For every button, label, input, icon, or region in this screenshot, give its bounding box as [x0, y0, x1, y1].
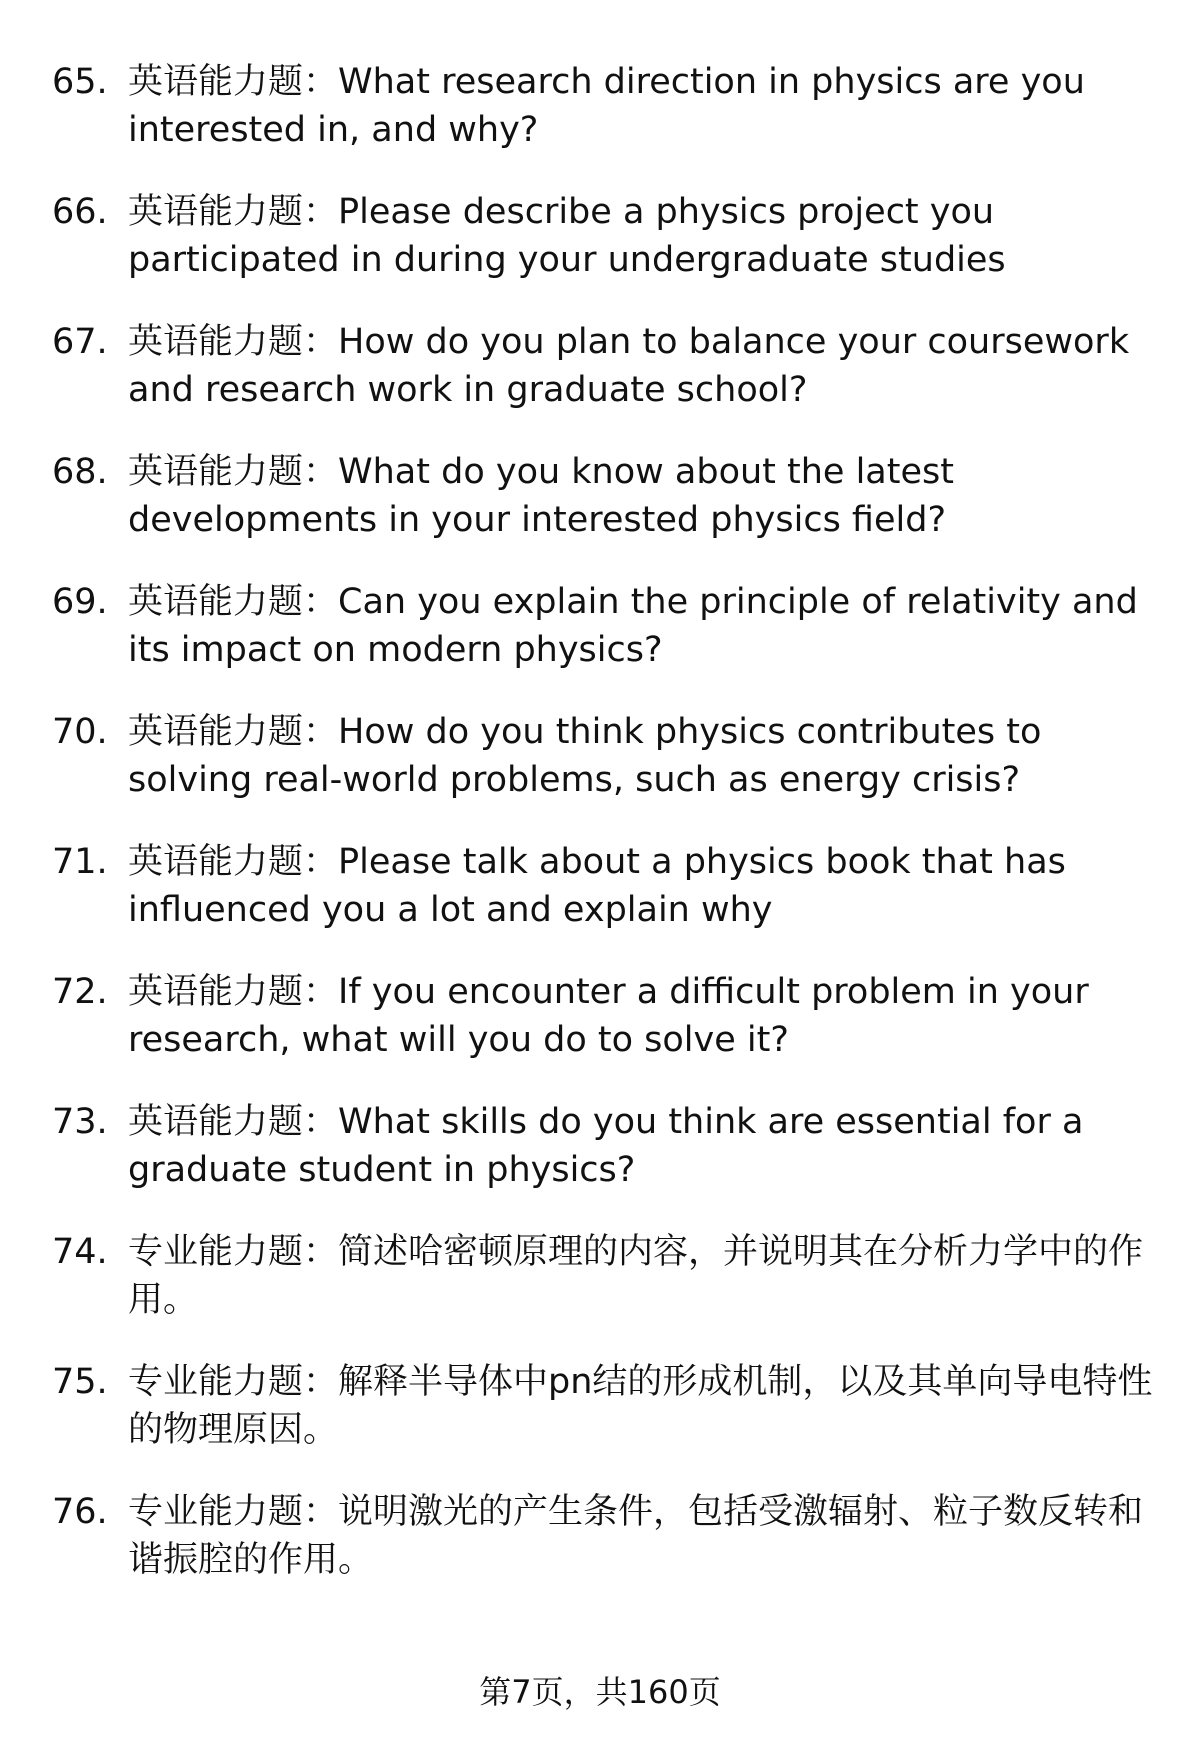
question-text: What do you know about the latest developments in your interested physics field?	[128, 452, 954, 540]
question-category: 英语能力题：	[128, 712, 339, 752]
question-category: 英语能力题：	[128, 842, 339, 882]
question-number: 71.	[52, 842, 108, 882]
question-body	[128, 1098, 1162, 1194]
question-number: 65.	[52, 62, 108, 102]
question-item	[52, 1358, 1162, 1454]
question-body	[128, 1228, 1162, 1324]
question-text: What skills do you think are essential for a graduate student in physics?	[128, 1102, 1084, 1190]
question-text: What research direction in physics are you interested in, and why?	[128, 62, 1085, 150]
question-number: 75.	[52, 1362, 108, 1402]
question-item	[52, 448, 1162, 544]
question-item	[52, 188, 1162, 284]
question-number: 66.	[52, 192, 108, 232]
question-body	[128, 1488, 1162, 1584]
question-number: 74.	[52, 1232, 108, 1272]
page-footer: 第7页，共160页	[479, 1673, 721, 1711]
question-category: 英语能力题：	[128, 972, 339, 1012]
question-number: 68.	[52, 452, 108, 492]
question-text: Can you explain the principle of relativity and its impact on modern physics?	[128, 582, 1138, 670]
question-category: 英语能力题：	[128, 452, 339, 492]
question-item	[52, 578, 1162, 674]
question-body	[128, 448, 1162, 544]
question-category: 英语能力题：	[128, 62, 339, 102]
question-item	[52, 318, 1162, 414]
question-text: How do you think physics contributes to solving real-world problems, such as energy crisis?	[128, 712, 1042, 800]
question-category: 英语能力题：	[128, 1102, 339, 1142]
question-text: 说明激光的产生条件，包括受激辐射、粒子数反转和谐振腔的作用。	[128, 1492, 1144, 1580]
question-item	[52, 1098, 1162, 1194]
question-body	[128, 708, 1162, 804]
question-number: 76.	[52, 1492, 108, 1532]
question-number: 72.	[52, 972, 108, 1012]
question-text: Please describe a physics project you participated in during your undergraduate studies	[128, 192, 1006, 280]
question-text: How do you plan to balance your coursework and research work in graduate school?	[128, 322, 1130, 410]
question-item	[52, 1228, 1162, 1324]
question-body	[128, 58, 1162, 154]
question-category: 英语能力题：	[128, 192, 339, 232]
question-item	[52, 838, 1162, 934]
question-text: Please talk about a physics book that has influenced you a lot and explain why	[128, 842, 1066, 930]
question-item	[52, 58, 1162, 154]
question-body	[128, 838, 1162, 934]
question-category: 专业能力题：	[128, 1492, 339, 1532]
question-body	[128, 578, 1162, 674]
question-number: 70.	[52, 712, 108, 752]
question-number: 73.	[52, 1102, 108, 1142]
question-text: 解释半导体中pn结的形成机制，以及其单向导电特性的物理原因。	[128, 1362, 1153, 1450]
question-list	[52, 58, 1162, 1618]
question-item	[52, 1488, 1162, 1584]
question-body	[128, 188, 1162, 284]
question-body	[128, 318, 1162, 414]
question-category: 专业能力题：	[128, 1232, 339, 1272]
question-number: 69.	[52, 582, 108, 622]
question-body	[128, 968, 1162, 1064]
question-item	[52, 968, 1162, 1064]
question-item	[52, 708, 1162, 804]
question-number: 67.	[52, 322, 108, 362]
question-text: 简述哈密顿原理的内容，并说明其在分析力学中的作用。	[128, 1232, 1144, 1320]
question-category: 英语能力题：	[128, 322, 339, 362]
question-category: 专业能力题：	[128, 1362, 339, 1402]
question-body	[128, 1358, 1162, 1454]
question-text: If you encounter a difficult problem in your research, what will you do to solve it?	[128, 972, 1089, 1060]
question-category: 英语能力题：	[128, 582, 339, 622]
